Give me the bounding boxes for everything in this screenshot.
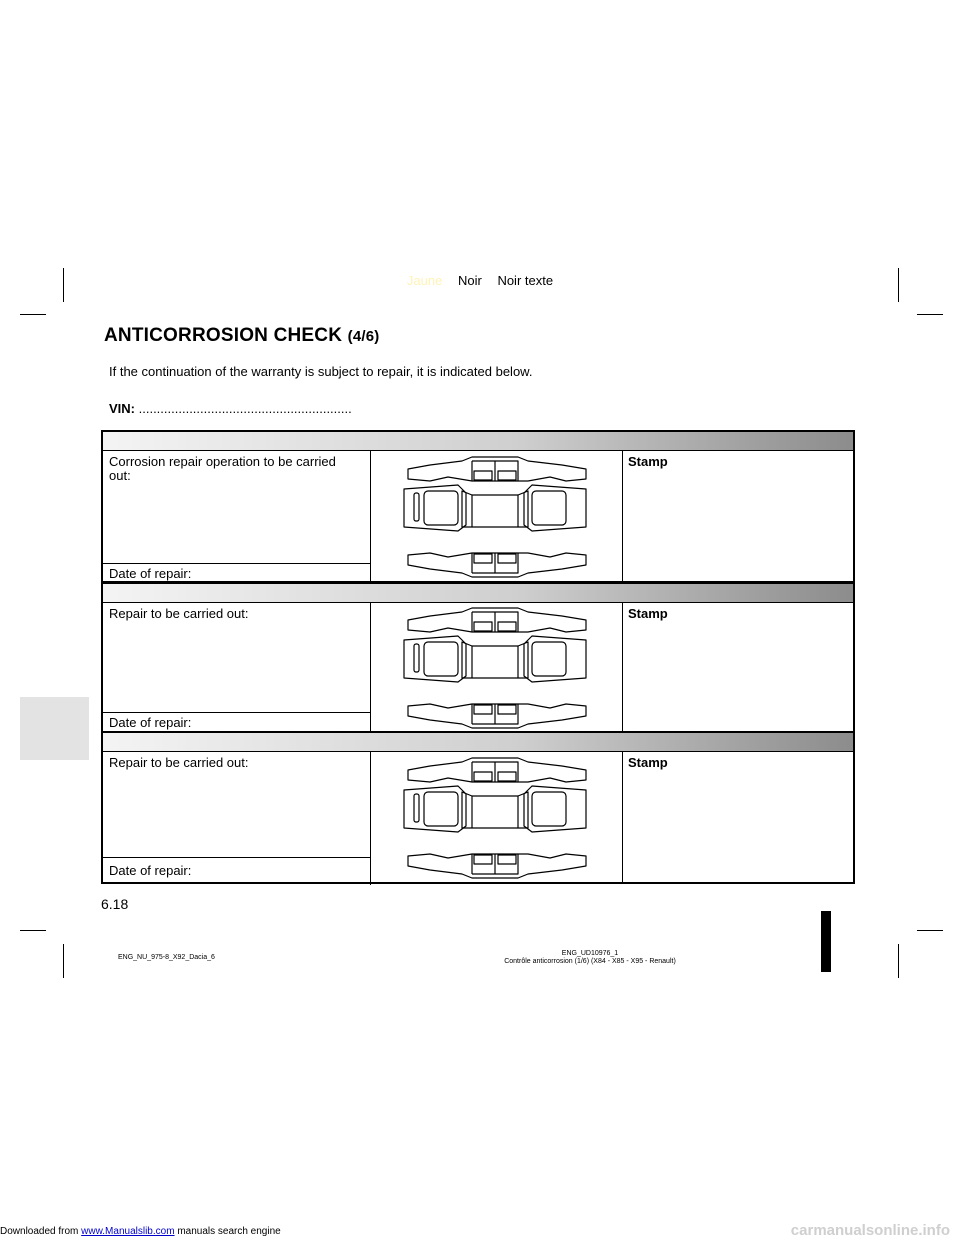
repair-block-1 — [101, 430, 855, 583]
block-header-bar — [103, 584, 853, 603]
operation-label: Repair to be carried out: — [109, 606, 249, 621]
repair-block-2 — [101, 582, 855, 733]
car-body-diagram-icon — [400, 606, 590, 730]
block-header-bar — [103, 733, 853, 752]
crop-mark — [917, 314, 943, 315]
page-title-sub: (4/6) — [347, 328, 380, 345]
section-side-tab — [20, 697, 89, 760]
color-label-jaune: Jaune — [406, 273, 443, 288]
repair-block-3 — [101, 731, 855, 884]
car-body-diagram-icon — [400, 455, 590, 579]
stamp-label: Stamp — [628, 454, 668, 469]
vin-dots: ........................................................... — [138, 401, 352, 416]
stamp-cell — [622, 603, 853, 733]
date-cell — [103, 563, 371, 584]
stamp-cell — [622, 752, 853, 884]
intro-text: If the continuation of the warranty is subject to repair, it is indicated below. — [109, 364, 533, 379]
stamp-cell — [622, 451, 853, 583]
page-title — [104, 325, 379, 347]
operation-label: Corrosion repair operation to be carried out: — [109, 454, 336, 483]
crop-mark — [20, 930, 46, 931]
crop-mark — [898, 944, 899, 978]
footer-right-line2: Contrôle anticorrosion (1/6) (X84 - X85 - X95 - Renault) — [504, 958, 676, 965]
footer-right-line1: ENG_UD10976_1 — [561, 950, 619, 957]
operation-label: Repair to be carried out: — [109, 755, 249, 770]
stamp-label: Stamp — [628, 755, 668, 770]
block-header-bar — [103, 432, 853, 451]
download-banner — [0, 1226, 281, 1237]
car-diagram-cell — [370, 451, 623, 583]
crop-mark — [20, 314, 46, 315]
crop-mark — [63, 944, 64, 978]
footer-right-code — [440, 950, 740, 966]
crop-mark — [917, 930, 943, 931]
car-diagram-cell — [370, 603, 623, 733]
footer-left-code: ENG_NU_975-8_X92_Dacia_6 — [118, 954, 215, 961]
date-cell — [103, 857, 371, 885]
download-suffix: manuals search engine — [177, 1226, 281, 1237]
watermark: carmanualsonline.info — [790, 1222, 950, 1239]
download-prefix: Downloaded from — [0, 1226, 79, 1237]
vin-line — [109, 401, 352, 416]
vin-label: VIN: — [109, 401, 135, 416]
car-body-diagram-icon — [400, 756, 590, 880]
car-diagram-cell — [370, 752, 623, 884]
color-label-noir-texte: Noir texte — [497, 273, 554, 288]
date-label: Date of repair: — [109, 566, 192, 581]
color-label-noir: Noir — [457, 273, 482, 288]
page-number: 6.18 — [101, 896, 129, 912]
color-separation-labels — [0, 273, 960, 288]
stamp-label: Stamp — [628, 606, 668, 621]
date-label: Date of repair: — [109, 715, 192, 730]
download-link[interactable]: www.Manualslib.com — [81, 1226, 175, 1237]
page-title-main: ANTICORROSION CHECK — [104, 325, 343, 346]
date-label: Date of repair: — [109, 863, 192, 878]
section-marker-bar — [821, 911, 831, 972]
